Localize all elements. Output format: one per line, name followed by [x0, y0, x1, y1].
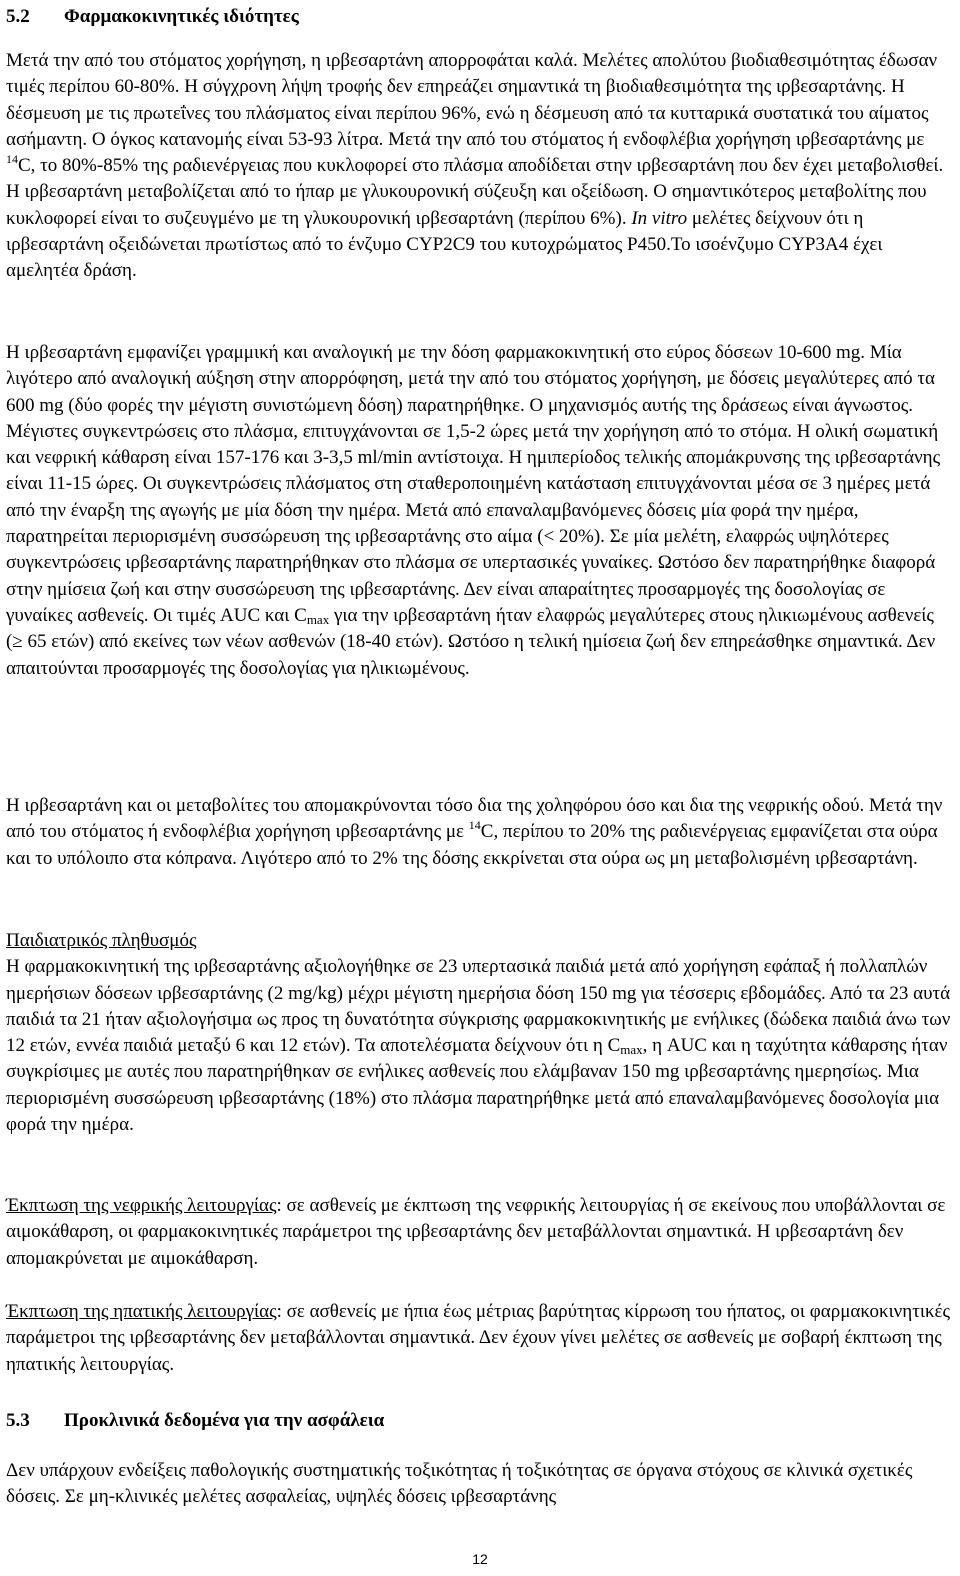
- page-number: 12: [472, 1551, 488, 1567]
- text-run: Δεν υπάρχουν ενδείξεις παθολογικής συστηματικής τοξικότητας ή τοξικότητας σε όργανα στόχους σε κλινικά σχετικές δόσεις. Σε μη-κλινικές μελέτες ασφαλείας, υψηλές δόσεις ιρβεσαρτάνης: [6, 1460, 913, 1508]
- text-run: C, περίπου το 20% της ραδιενέργειας εμφανίζεται στα ούρα και το υπόλοιπο στα κόπρανα. Λιγότερο από το 2% της δόσης εκκρίνεται στα ούρα ως μη μεταβολισμένη ιρβεσαρτάνη.: [6, 821, 938, 869]
- text-run: Η ιρβεσαρτάνη και οι μεταβολίτες του απομακρύνονται τόσο δια της χοληφόρου όσο και δια της νεφρικής οδού. Μετά την από του στόματος ή ενδοφλέβια χορήγηση ιρβεσαρτάνης με: [6, 795, 943, 843]
- section-heading-5-2: [6, 4, 299, 30]
- section-number: 5.2: [6, 6, 30, 27]
- text-run: C, το 80%-85% της ραδιενέργειας που κυκλοφορεί στο πλάσμα αποδίδεται στην ιρβεσαρτάνη που δεν έχει μεταβολισθεί. Η ιρβεσαρτάνη μεταβολίζεται από το ήπαρ με γλυκουρονική σύζευξη και οξείδωση. Ο σημαντικότερος μεταβολίτης που κυκλοφορεί είναι το συζευγμένο με τη γλυκουρονική ιρβεσαρτάνη (περίπου 6%).: [6, 155, 944, 229]
- text-run: μελέτες δείχνουν ότι η ιρβεσαρτάνη οξειδώνεται πρωτίστως από το ένζυμο CYP2C9 του κυτοχρώματος P450.Το ισοένζυμο CYP3A4 έχει αμελητέα δράση.: [6, 207, 883, 282]
- paragraph-renal: [6, 1193, 954, 1272]
- subsection-title: Έκπτωση της νεφρικής λειτουργίας: [6, 1195, 277, 1216]
- text-run: Μετά την από του στόματος χορήγηση, η ιρβεσαρτάνη απορροφάται καλά. Μελέτες απολύτου βιοδιαθεσιμότητας έδωσαν τιμές περίπου 60-80%. Η σύγχρονη λήψη τροφής δεν επηρεάζει σημαντικά τη βιοδιαθεσιμότητα της ιρβεσαρτάνης. Η δέσμευση με τις πρωτεΐνες του πλάσματος είναι περίπου 96%, ενώ η δέσμευση από τα κυτταρικά συστατικά του αίματος ασήμαντη. Ο όγκος κατανομής είναι 53-93 λίτρα. Μετά την από του στόματος ή ενδοφλέβια χορήγηση ιρβεσαρτάνης με: [6, 50, 938, 150]
- text-run: , η AUC και η ταχύτητα κάθαρσης ήταν συγκρίσιμες με αυτές που παρατηρήθηκαν σε ενήλικες ασθενείς που ελάμβαναν 150 mg ιρβεσαρτάνης ημερησίως. Μια περιορισμένη συσσώρευση ιρβεσαρτάνης (18%) στο πλάσμα παρατηρήθηκε μετά από επαναλαμβανόμενες δοσολογία μια φορά την ημέρα.: [6, 1035, 948, 1136]
- superscript: 14: [6, 152, 18, 167]
- text-run: : σε ασθενείς με ήπια έως μέτριας βαρύτητας κίρρωση του ήπατος, οι φαρμακοκινητικές παράμετροι της ιρβεσαρτάνης δεν μεταβάλλονται σημαντικά. Δεν έχουν γίνει μελέτες σε ασθενείς με σοβαρή έκπτωση της ηπατικής λειτουργίας.: [6, 1301, 951, 1375]
- italic-text: In vitro: [631, 207, 688, 229]
- text-run: Η ιρβεσαρτάνη εμφανίζει γραμμική και αναλογική με την δόση φαρμακοκινητική στο εύρος δόσεων 10-600 mg. Μία λιγότερο από αναλογική αύξηση στην απορρόφηση, μετά την από του στόματος χορήγηση, με δόσεις μεγαλύτερες από τα 600 mg (δύο φορές την μέγιστη συνιστώμενη δόση) παρατηρήθηκε. Ο μηχανισμός αυτής της δράσεως είναι άγνωστος. Μέγιστες συγκεντρώσεις στο πλάσμα, επιτυγχάνονται σε 1,5-2 ώρες μετά την χορήγηση από το στόμα. Η ολική σωματική και νεφρική κάθαρση είναι 157-176 και 3-3,5 ml/min αντίστοιχα. Η ημιπερίοδος τελικής απομάκρυνσης της ιρβεσαρτάνης είναι 11-15 ώρες. Οι συγκεντρώσεις πλάσματος στη σταθεροποιημένη κατάσταση επιτυγχάνονται μέσα σε 3 ημέρες μετά από την έναρξη της αγωγής με μία δόση την ημέρα. Μετά από επαναλαμβανόμενες δόσεις μία φορά την ημέρα, παρατηρείται περιορισμένη συσσώρευση της ιρβεσαρτάνης στο αίμα (< 20%). Σε μία μελέτη, ελαφρώς υψηλότερες συγκεντρώσεις ιρβεσαρτάνης παρατηρήθηκαν στο πλάσμα σε υπερτασικές γυναίκες. Ωστόσο δεν παρατηρήθηκε διαφορά στην ημίσεια ζωή και στην συσσώρευση της ιρβεσαρτάνης. Δεν είναι απαραίτητες προσαρμογές της δοσολογίας σε γυναίκες ασθενείς. Οι τιμές AUC και C: [6, 342, 941, 626]
- subsection-title: Παιδιατρικός πληθυσμός: [6, 930, 197, 951]
- paragraph-pediatric: [6, 928, 954, 1138]
- paragraph-preclinical: [6, 1458, 954, 1511]
- section-title: Φαρμακοκινητικές ιδιότητες: [64, 6, 299, 27]
- paragraph-hepatic: [6, 1299, 954, 1378]
- paragraph-linearity: [6, 340, 954, 682]
- superscript: 14: [468, 818, 481, 833]
- subscript: max: [306, 611, 330, 627]
- text-run: : σε ασθενείς με έκπτωση της νεφρικής λειτουργίας ή σε εκείνους που υποβάλλονται σε αιμοκάθαρση, οι φαρμακοκινητικές παράμετροι της ιρβεσαρτάνης δεν μεταβάλλονται σημαντικά. Η ιρβεσαρτάνη δεν απομακρύνεται με αιμοκάθαρση.: [6, 1195, 946, 1269]
- section-title: Προκλινικά δεδομένα για την ασφάλεια: [64, 1410, 385, 1431]
- text-run: για την ιρβεσαρτάνη ήταν ελαφρώς μεγαλύτερες στους ηλικιωμένους ασθενείς (≥ 65 ετών) από εκείνες των νέων ασθενών (18-40 ετών). Ωστόσο η τελική ημίσεια ζωή δεν επηρεάσθηκε σημαντικά. Δεν απαιτούνται προσαρμογές της δοσολογίας για ηλικιωμένους.: [6, 604, 936, 679]
- paragraph-absorption: [6, 48, 954, 285]
- paragraph-elimination: [6, 793, 954, 872]
- section-heading-5-3: [6, 1408, 384, 1434]
- text-run: Η φαρμακοκινητική της ιρβεσαρτάνης αξιολογήθηκε σε 23 υπερτασικά παιδιά μετά από χορήγηση εφάπαξ ή πολλαπλών ημερήσιων δόσεων ιρβεσαρτάνης (2 mg/kg) μέχρι μέγιστη ημερήσια δόση 150 mg για τέσσερις εβδομάδες. Από τα 23 αυτά παιδιά τα 21 ήταν αξιολογήσιμα ως προς τη δυνατότητα σύγκρισης φαρμακοκινητικής με ενήλικες (δώδεκα παιδιά άνω των 12 ετών, εννέα παιδιά μεταξύ 6 και 12 ετών). Τα αποτελέσματα δείχνουν ότι η C: [6, 956, 951, 1057]
- subscript: max: [620, 1042, 643, 1058]
- section-number: 5.3: [6, 1410, 30, 1431]
- subsection-title: Έκπτωση της ηπατικής λειτουργίας: [6, 1301, 277, 1322]
